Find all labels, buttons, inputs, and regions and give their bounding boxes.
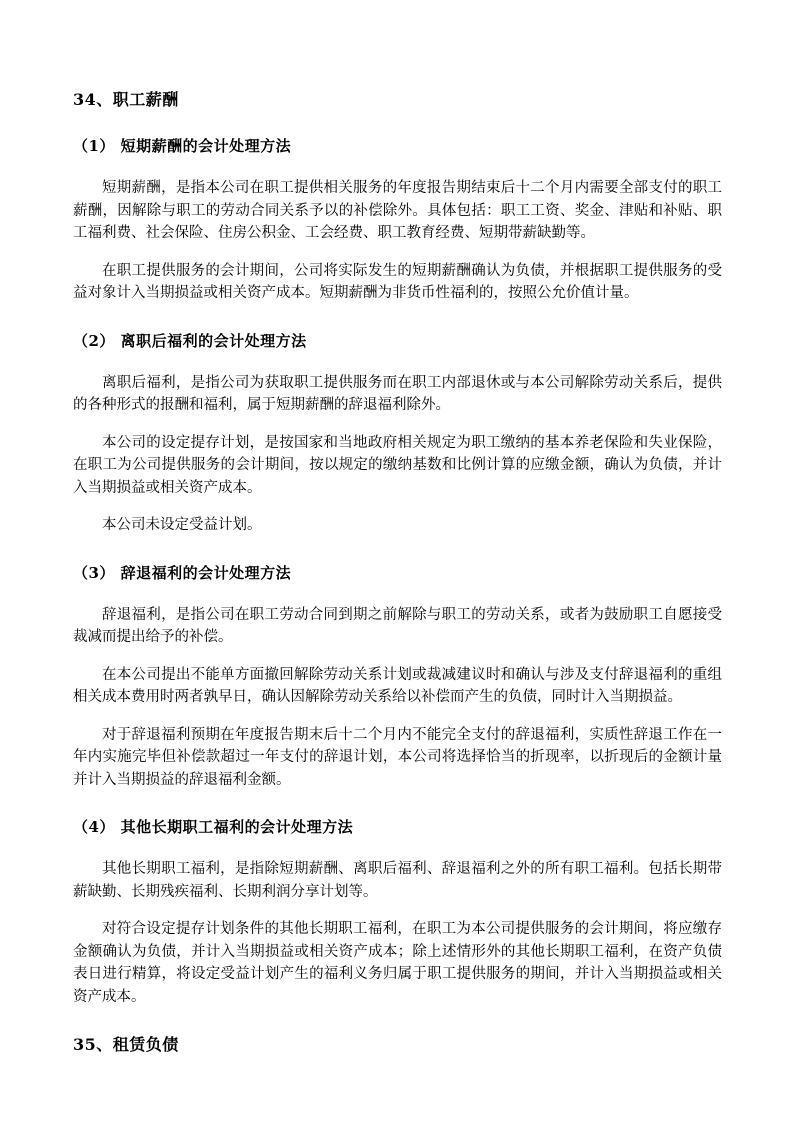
section-heading-35-lease-liabilities: 35、租赁负债 <box>73 1035 179 1054</box>
subsection-heading-2-post-employment-benefits: （2） 离职后福利的会计处理方法 <box>73 331 307 350</box>
paragraph-no-defined-benefit-plan: 本公司未设定受益计划。 <box>102 517 262 533</box>
paragraph-post-employment-definition: 离职后福利，是指公司为获取职工提供服务而在职工内部退休或与本公司解除劳动关系后，提供的各种形式的报酬和福利，属于短期薪酬的辞退福利除外。 <box>73 374 722 413</box>
paragraph-termination-definition: 辞退福利，是指公司在职工劳动合同到期之前解除与职工的劳动关系，或者为鼓励职工自愿接受裁减而提出给予的补偿。 <box>73 606 722 645</box>
subsection-heading-4-other-long-term-benefits: （4） 其他长期职工福利的会计处理方法 <box>73 818 354 836</box>
subsection-heading-3-termination-benefits: （3） 辞退福利的会计处理方法 <box>73 563 292 582</box>
paragraph-termination-discounting: 对于辞退福利预期在年度报告期末后十二个月内不能完全支付的辞退福利，实质性辞退工作在一年内实施完毕但补偿款超过一年支付的辞退计划，本公司将选择恰当的折现率，以折现后的金额计量并计入当期损益的辞退福利金额。 <box>73 726 722 788</box>
paragraph-short-term-definition: 短期薪酬，是指本公司在职工提供相关服务的年度报告期结束后十二个月内需要全部支付的职工薪酬，因解除与职工的劳动合同关系予以的补偿除外。具体包括：职工工资、奖金、津贴和补贴、职工福利费、社会保险、住房公积金、工会经费、职工教育经费、短期带薪缺勤等。 <box>73 180 722 241</box>
paragraph-other-long-term-definition: 其他长期职工福利，是指除短期薪酬、离职后福利、辞退福利之外的所有职工福利。包括长期带薪缺勤、长期残疾福利、长期利润分享计划等。 <box>73 861 722 900</box>
paragraph-short-term-recognition: 在职工提供服务的会计期间，公司将实际发生的短期薪酬确认为负债，并根据职工提供服务的受益对象计入当期损益或相关资产成本。短期薪酬为非货币性福利的，按照公允价值计量。 <box>73 262 722 301</box>
paragraph-termination-recognition: 在本公司提出不能单方面撤回解除劳动关系计划或裁减建议时和确认与涉及支付辞退福利的重组相关成本费用时两者孰早日，确认因解除劳动关系给以补偿而产生的负债，同时计入当期损益。 <box>73 666 722 705</box>
paragraph-other-long-term-recognition: 对符合设定提存计划条件的其他长期职工福利，在职工为本公司提供服务的会计期间，将应缴存金额确认为负债，并计入当期损益或相关资产成本；除上述情形外的其他长期职工福利，在资产负债表日进行精算，将设定受益计划产生的福利义务归属于职工提供服务的期间，并计入当期损益或相关资产成本。 <box>73 921 722 1005</box>
section-heading-34-employee-compensation: 34、职工薪酬 <box>73 90 179 109</box>
subsection-heading-1-short-term-compensation: （1） 短期薪酬的会计处理方法 <box>73 137 292 155</box>
paragraph-defined-contribution-plan: 本公司的设定提存计划，是按国家和当地政府相关规定为职工缴纳的基本养老保险和失业保险，在职工为公司提供服务的会计期间，按以规定的缴纳基数和比例计算的应缴金额，确认为负债，并计入当期损益或相关资产成本。 <box>73 434 722 496</box>
